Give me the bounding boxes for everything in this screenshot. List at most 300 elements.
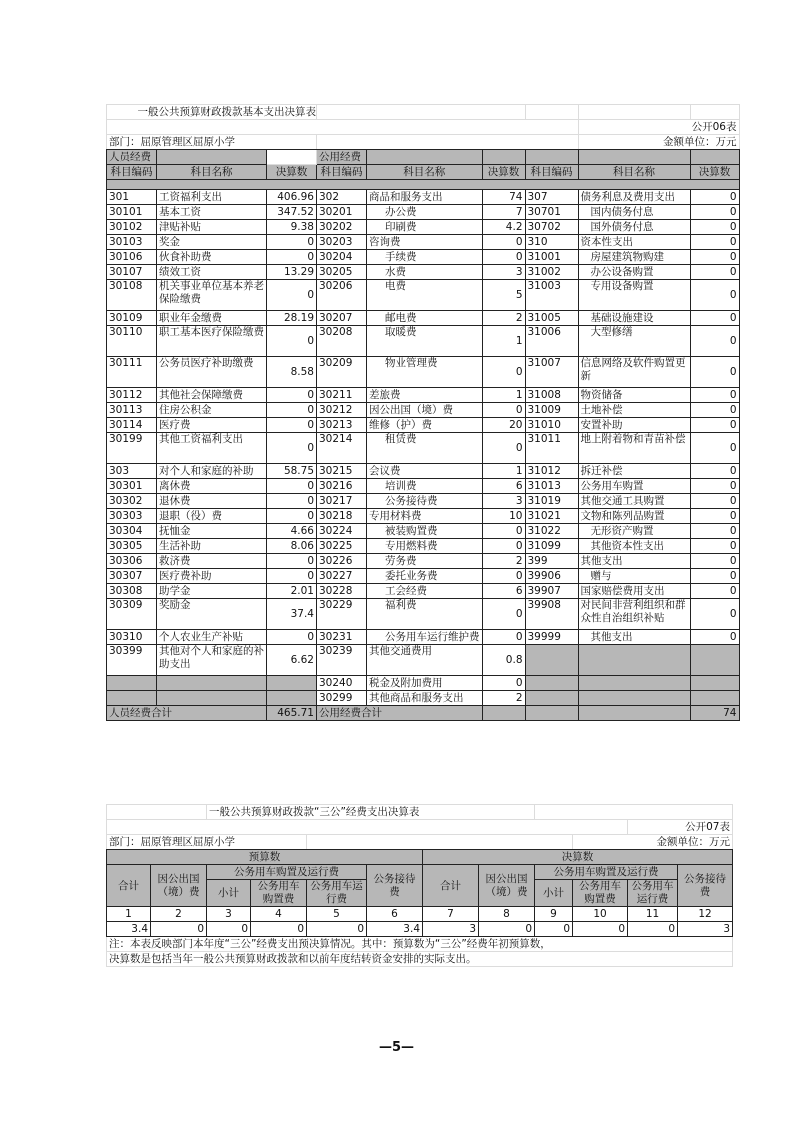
name-cell: 福利费 — [367, 599, 483, 630]
amount-cell: 0 — [690, 433, 739, 464]
name-cell: 退休费 — [157, 494, 267, 509]
name-cell: 机关事业单位基本养老保险缴费 — [157, 280, 267, 311]
header-cell: 科目编码 — [107, 165, 157, 180]
amount-cell: 0 — [482, 539, 525, 554]
code-cell: 30205 — [317, 265, 367, 280]
code-cell: 301 — [107, 190, 157, 205]
final-car-buy-header: 公务用车购置费 — [573, 880, 628, 907]
code-cell: 30206 — [317, 280, 367, 311]
amount-cell: 0 — [690, 250, 739, 265]
name-cell: 其他工资福利支出 — [157, 433, 267, 464]
amount-cell: 0 — [690, 494, 739, 509]
code-cell: 30208 — [317, 326, 367, 357]
code-cell — [525, 676, 578, 691]
name-cell: 其他支出 — [578, 630, 690, 645]
budget-car-buy-header: 公务用车购置费 — [251, 880, 307, 907]
table-row — [107, 554, 740, 569]
code-cell: 31007 — [525, 357, 578, 388]
table1-dept: 部门：屈原管理区屈原小学 — [107, 135, 317, 150]
code-cell: 31001 — [525, 250, 578, 265]
name-cell: 公务接待费 — [367, 494, 483, 509]
amount-cell: 9.38 — [267, 220, 317, 235]
name-cell: 抚恤金 — [157, 524, 267, 539]
code-cell: 30109 — [107, 311, 157, 326]
code-cell: 30103 — [107, 235, 157, 250]
amount-cell: 4.2 — [482, 220, 525, 235]
column-number-cell: 6 — [367, 907, 423, 922]
name-cell: 生活补助 — [157, 539, 267, 554]
amount-cell: 0 — [482, 676, 525, 691]
amount-cell: 0 — [690, 569, 739, 584]
code-cell: 30308 — [107, 584, 157, 599]
amount-cell: 0 — [482, 403, 525, 418]
code-cell: 30201 — [317, 205, 367, 220]
amount-cell: 347.52 — [267, 205, 317, 220]
name-cell: 工会经费 — [367, 584, 483, 599]
code-cell: 30228 — [317, 584, 367, 599]
code-cell: 30218 — [317, 509, 367, 524]
name-cell: 差旅费 — [367, 388, 483, 403]
value-cell: 0 — [251, 922, 307, 937]
table1-title: 一般公共预算财政拨款基本支出决算表 — [107, 105, 317, 120]
name-cell: 奖金 — [157, 235, 267, 250]
name-cell: 咨询费 — [367, 235, 483, 250]
name-cell: 公务用车运行维护费 — [367, 630, 483, 645]
amount-cell: 7 — [482, 205, 525, 220]
code-cell: 31008 — [525, 388, 578, 403]
amount-cell: 2 — [482, 691, 525, 706]
code-cell: 30239 — [317, 645, 367, 676]
code-cell: 31022 — [525, 524, 578, 539]
amount-cell: 0 — [690, 190, 739, 205]
amount-cell: 8.06 — [267, 539, 317, 554]
code-cell: 30102 — [107, 220, 157, 235]
column-number-cell: 1 — [107, 907, 151, 922]
table2-unit: 金额单位：万元 — [573, 835, 733, 850]
code-cell: 31009 — [525, 403, 578, 418]
code-cell: 30199 — [107, 433, 157, 464]
code-cell: 30217 — [317, 494, 367, 509]
code-cell: 39999 — [525, 630, 578, 645]
code-cell — [107, 691, 157, 706]
name-cell: 其他交通费用 — [367, 645, 483, 676]
basic-expenditure-table — [106, 104, 740, 721]
three-public-expenditure-table — [106, 804, 733, 967]
name-cell: 对个人和家庭的补助 — [157, 464, 267, 479]
column-number-cell: 12 — [678, 907, 733, 922]
final-total-header: 合计 — [423, 865, 479, 907]
name-cell: 物业管理费 — [367, 357, 483, 388]
amount-cell: 74 — [482, 190, 525, 205]
name-cell: 无形资产购置 — [578, 524, 690, 539]
code-cell: 30231 — [317, 630, 367, 645]
final-header: 决算数 — [423, 850, 733, 865]
code-cell: 30215 — [317, 464, 367, 479]
code-cell: 302 — [317, 190, 367, 205]
value-cell: 0 — [573, 922, 628, 937]
code-cell: 30216 — [317, 479, 367, 494]
amount-cell: 0 — [690, 403, 739, 418]
note-line-2: 决算数是包括当年一般公共预算财政拨款和以前年度结转资金安排的实际支出。 — [107, 952, 733, 967]
amount-cell: 0 — [267, 509, 317, 524]
amount-cell: 6 — [482, 584, 525, 599]
amount-cell — [690, 676, 739, 691]
amount-cell: 0 — [267, 280, 317, 311]
table-row — [107, 464, 740, 479]
table-row — [107, 190, 740, 205]
code-cell: 30203 — [317, 235, 367, 250]
budget-subtotal-header: 小计 — [207, 880, 251, 907]
amount-cell: 0 — [690, 509, 739, 524]
amount-cell: 0 — [690, 524, 739, 539]
amount-cell: 0 — [267, 403, 317, 418]
code-cell: 31021 — [525, 509, 578, 524]
code-cell: 30225 — [317, 539, 367, 554]
amount-cell — [267, 691, 317, 706]
name-cell: 水费 — [367, 265, 483, 280]
name-cell: 其他社会保障缴费 — [157, 388, 267, 403]
name-cell: 房屋建筑物购建 — [578, 250, 690, 265]
table1-code: 公开06表 — [578, 120, 739, 135]
code-cell: 31011 — [525, 433, 578, 464]
code-cell: 31010 — [525, 418, 578, 433]
name-cell: 津贴补贴 — [157, 220, 267, 235]
table-row — [107, 357, 740, 388]
header-cell: 科目编码 — [525, 165, 578, 180]
budget-abroad-header: 因公出国（境）费 — [151, 865, 207, 907]
code-cell: 30209 — [317, 357, 367, 388]
name-cell: 因公出国（境）费 — [367, 403, 483, 418]
code-cell: 30310 — [107, 630, 157, 645]
amount-cell: 0 — [690, 464, 739, 479]
name-cell: 租赁费 — [367, 433, 483, 464]
column-number-cell: 10 — [573, 907, 628, 922]
amount-cell: 0 — [267, 479, 317, 494]
table-row — [107, 691, 740, 706]
amount-cell: 2 — [482, 311, 525, 326]
budget-car-run-header: 公务用车运行费 — [307, 880, 367, 907]
header-cell: 科目名称 — [367, 165, 483, 180]
amount-cell — [690, 691, 739, 706]
amount-cell: 0 — [267, 494, 317, 509]
code-cell: 30108 — [107, 280, 157, 311]
header-cell: 科目编码 — [317, 165, 367, 180]
total-public-label: 公用经费合计 — [317, 706, 483, 721]
name-cell: 基础设施建设 — [578, 311, 690, 326]
value-cell: 0 — [628, 922, 678, 937]
amount-cell: 1 — [482, 326, 525, 357]
amount-cell — [267, 676, 317, 691]
table-row — [107, 418, 740, 433]
amount-cell — [690, 645, 739, 676]
name-cell — [578, 691, 690, 706]
column-number-cell: 5 — [307, 907, 367, 922]
name-cell: 办公设备购置 — [578, 265, 690, 280]
budget-reception-header: 公务接待费 — [367, 865, 423, 907]
code-cell: 31003 — [525, 280, 578, 311]
amount-cell: 0 — [267, 569, 317, 584]
code-cell: 30305 — [107, 539, 157, 554]
table-row — [107, 599, 740, 630]
name-cell: 奖励金 — [157, 599, 267, 630]
header-cell: 科目名称 — [157, 165, 267, 180]
table-row — [107, 524, 740, 539]
name-cell: 对民间非营利组织和群众性自治组织补贴 — [578, 599, 690, 630]
amount-cell: 0 — [690, 220, 739, 235]
name-cell: 国内债务付息 — [578, 205, 690, 220]
amount-cell: 0 — [482, 433, 525, 464]
code-cell — [525, 645, 578, 676]
name-cell: 其他资本性支出 — [578, 539, 690, 554]
amount-cell: 8.58 — [267, 357, 317, 388]
amount-cell: 0 — [482, 250, 525, 265]
amount-cell: 20 — [482, 418, 525, 433]
name-cell: 公务员医疗补助缴费 — [157, 357, 267, 388]
amount-cell: 0 — [690, 326, 739, 357]
name-cell: 其他支出 — [578, 554, 690, 569]
section-public: 公用经费 — [317, 150, 367, 165]
total-personnel-label: 人员经费合计 — [107, 706, 267, 721]
amount-cell: 0 — [690, 280, 739, 311]
code-cell: 30229 — [317, 599, 367, 630]
name-cell: 被装购置费 — [367, 524, 483, 539]
table-row — [107, 479, 740, 494]
amount-cell: 0 — [482, 630, 525, 645]
table-row — [107, 326, 740, 357]
code-cell: 31019 — [525, 494, 578, 509]
code-cell: 30107 — [107, 265, 157, 280]
amount-cell: 0 — [267, 418, 317, 433]
section-personnel: 人员经费 — [107, 150, 157, 165]
code-cell: 303 — [107, 464, 157, 479]
column-number-cell: 8 — [479, 907, 535, 922]
header-cell: 决算数 — [267, 165, 317, 180]
code-cell — [525, 691, 578, 706]
total-public-value: 74 — [690, 706, 739, 721]
name-cell: 信息网络及软件购置更新 — [578, 357, 690, 388]
value-cell: 3 — [678, 922, 733, 937]
column-number-cell: 4 — [251, 907, 307, 922]
amount-cell: 0 — [690, 630, 739, 645]
table2-code: 公开07表 — [628, 820, 733, 835]
column-number-cell: 9 — [535, 907, 573, 922]
name-cell: 其他交通工具购置 — [578, 494, 690, 509]
column-number-cell: 11 — [628, 907, 678, 922]
name-cell: 工资福利支出 — [157, 190, 267, 205]
amount-cell: 28.19 — [267, 311, 317, 326]
table-row — [107, 205, 740, 220]
name-cell: 税金及附加费用 — [367, 676, 483, 691]
table2-dept: 部门：屈原管理区屈原小学 — [107, 835, 307, 850]
column-number-row — [107, 907, 733, 922]
value-cell: 0 — [535, 922, 573, 937]
code-cell: 39906 — [525, 569, 578, 584]
amount-cell: 0 — [482, 569, 525, 584]
amount-cell: 10 — [482, 509, 525, 524]
amount-cell: 0 — [690, 205, 739, 220]
name-cell: 国家赔偿费用支出 — [578, 584, 690, 599]
total-personnel-value: 465.71 — [267, 706, 317, 721]
amount-cell: 0 — [267, 433, 317, 464]
name-cell: 医疗费补助 — [157, 569, 267, 584]
code-cell: 30101 — [107, 205, 157, 220]
code-cell — [107, 676, 157, 691]
name-cell: 其他商品和服务支出 — [367, 691, 483, 706]
name-cell: 职工基本医疗保险缴费 — [157, 326, 267, 357]
code-cell: 31099 — [525, 539, 578, 554]
name-cell: 资本性支出 — [578, 235, 690, 250]
amount-cell: 0 — [267, 388, 317, 403]
code-cell: 30307 — [107, 569, 157, 584]
code-cell: 39908 — [525, 599, 578, 630]
table2-title: 一般公共预算财政拨款“三公”经费支出决算表 — [207, 805, 535, 820]
name-cell: 拆迁补偿 — [578, 464, 690, 479]
name-cell: 地上附着物和青苗补偿 — [578, 433, 690, 464]
name-cell: 专用材料费 — [367, 509, 483, 524]
value-cell: 0 — [151, 922, 207, 937]
name-cell — [157, 691, 267, 706]
name-cell: 国外债务付息 — [578, 220, 690, 235]
amount-cell: 0 — [482, 524, 525, 539]
final-subtotal-header: 小计 — [535, 880, 573, 907]
code-cell: 30110 — [107, 326, 157, 357]
name-cell: 救济费 — [157, 554, 267, 569]
table-row — [107, 265, 740, 280]
code-cell: 310 — [525, 235, 578, 250]
page-number: —5— — [378, 1040, 415, 1055]
table-row — [107, 220, 740, 235]
amount-cell: 5 — [482, 280, 525, 311]
name-cell: 其他对个人和家庭的补助支出 — [157, 645, 267, 676]
amount-cell: 0 — [690, 357, 739, 388]
code-cell: 30211 — [317, 388, 367, 403]
amount-cell: 0 — [690, 235, 739, 250]
amount-cell: 13.29 — [267, 265, 317, 280]
code-cell: 39907 — [525, 584, 578, 599]
amount-cell: 2 — [482, 554, 525, 569]
table1-total-row — [107, 706, 740, 721]
table-row — [107, 433, 740, 464]
code-cell: 30204 — [317, 250, 367, 265]
name-cell: 文物和陈列品购置 — [578, 509, 690, 524]
name-cell: 退职（役）费 — [157, 509, 267, 524]
amount-cell: 58.75 — [267, 464, 317, 479]
value-row — [107, 922, 733, 937]
table-row — [107, 569, 740, 584]
code-cell: 30113 — [107, 403, 157, 418]
code-cell: 307 — [525, 190, 578, 205]
name-cell: 安置补助 — [578, 418, 690, 433]
code-cell: 30702 — [525, 220, 578, 235]
name-cell: 委托业务费 — [367, 569, 483, 584]
table-row — [107, 280, 740, 311]
name-cell: 土地补偿 — [578, 403, 690, 418]
code-cell: 31012 — [525, 464, 578, 479]
code-cell: 30224 — [317, 524, 367, 539]
name-cell: 住房公积金 — [157, 403, 267, 418]
table1-header-row — [107, 165, 740, 180]
table-row — [107, 645, 740, 676]
amount-cell: 0 — [690, 539, 739, 554]
name-cell: 劳务费 — [367, 554, 483, 569]
amount-cell: 0 — [267, 554, 317, 569]
amount-cell: 0 — [690, 265, 739, 280]
code-cell: 31002 — [525, 265, 578, 280]
budget-header: 预算数 — [107, 850, 423, 865]
code-cell: 30202 — [317, 220, 367, 235]
header-cell: 决算数 — [482, 165, 525, 180]
name-cell: 职业年金缴费 — [157, 311, 267, 326]
code-cell: 30106 — [107, 250, 157, 265]
table-row — [107, 539, 740, 554]
name-cell: 绩效工资 — [157, 265, 267, 280]
table-row — [107, 403, 740, 418]
code-cell: 31005 — [525, 311, 578, 326]
amount-cell: 0 — [482, 235, 525, 250]
name-cell: 培训费 — [367, 479, 483, 494]
table-row — [107, 676, 740, 691]
amount-cell: 37.4 — [267, 599, 317, 630]
code-cell: 30212 — [317, 403, 367, 418]
amount-cell: 3 — [482, 494, 525, 509]
amount-cell: 0 — [690, 599, 739, 630]
header-cell: 决算数 — [690, 165, 739, 180]
code-cell: 30302 — [107, 494, 157, 509]
amount-cell: 0 — [267, 326, 317, 357]
code-cell: 30112 — [107, 388, 157, 403]
name-cell: 印刷费 — [367, 220, 483, 235]
table-row — [107, 494, 740, 509]
name-cell: 手续费 — [367, 250, 483, 265]
code-cell: 30226 — [317, 554, 367, 569]
name-cell: 基本工资 — [157, 205, 267, 220]
table-row — [107, 584, 740, 599]
final-reception-header: 公务接待费 — [678, 865, 733, 907]
amount-cell: 0 — [267, 630, 317, 645]
name-cell — [578, 676, 690, 691]
value-cell: 0 — [307, 922, 367, 937]
amount-cell: 0 — [267, 235, 317, 250]
code-cell: 31006 — [525, 326, 578, 357]
table-row — [107, 630, 740, 645]
code-cell: 30304 — [107, 524, 157, 539]
header-cell: 科目名称 — [578, 165, 690, 180]
name-cell: 公务用车购置 — [578, 479, 690, 494]
column-number-cell: 3 — [207, 907, 251, 922]
amount-cell: 3 — [482, 265, 525, 280]
name-cell: 个人农业生产补贴 — [157, 630, 267, 645]
code-cell: 30299 — [317, 691, 367, 706]
table-row — [107, 388, 740, 403]
code-cell: 30309 — [107, 599, 157, 630]
code-cell: 30111 — [107, 357, 157, 388]
code-cell: 30227 — [317, 569, 367, 584]
amount-cell: 1 — [482, 464, 525, 479]
code-cell: 30303 — [107, 509, 157, 524]
amount-cell: 4.66 — [267, 524, 317, 539]
name-cell: 电费 — [367, 280, 483, 311]
column-number-cell: 7 — [423, 907, 479, 922]
amount-cell: 0 — [690, 479, 739, 494]
value-cell: 0 — [207, 922, 251, 937]
name-cell: 助学金 — [157, 584, 267, 599]
amount-cell: 0 — [267, 250, 317, 265]
code-cell: 30214 — [317, 433, 367, 464]
amount-cell: 6 — [482, 479, 525, 494]
code-cell: 30701 — [525, 205, 578, 220]
value-cell: 3 — [423, 922, 479, 937]
code-cell: 30240 — [317, 676, 367, 691]
